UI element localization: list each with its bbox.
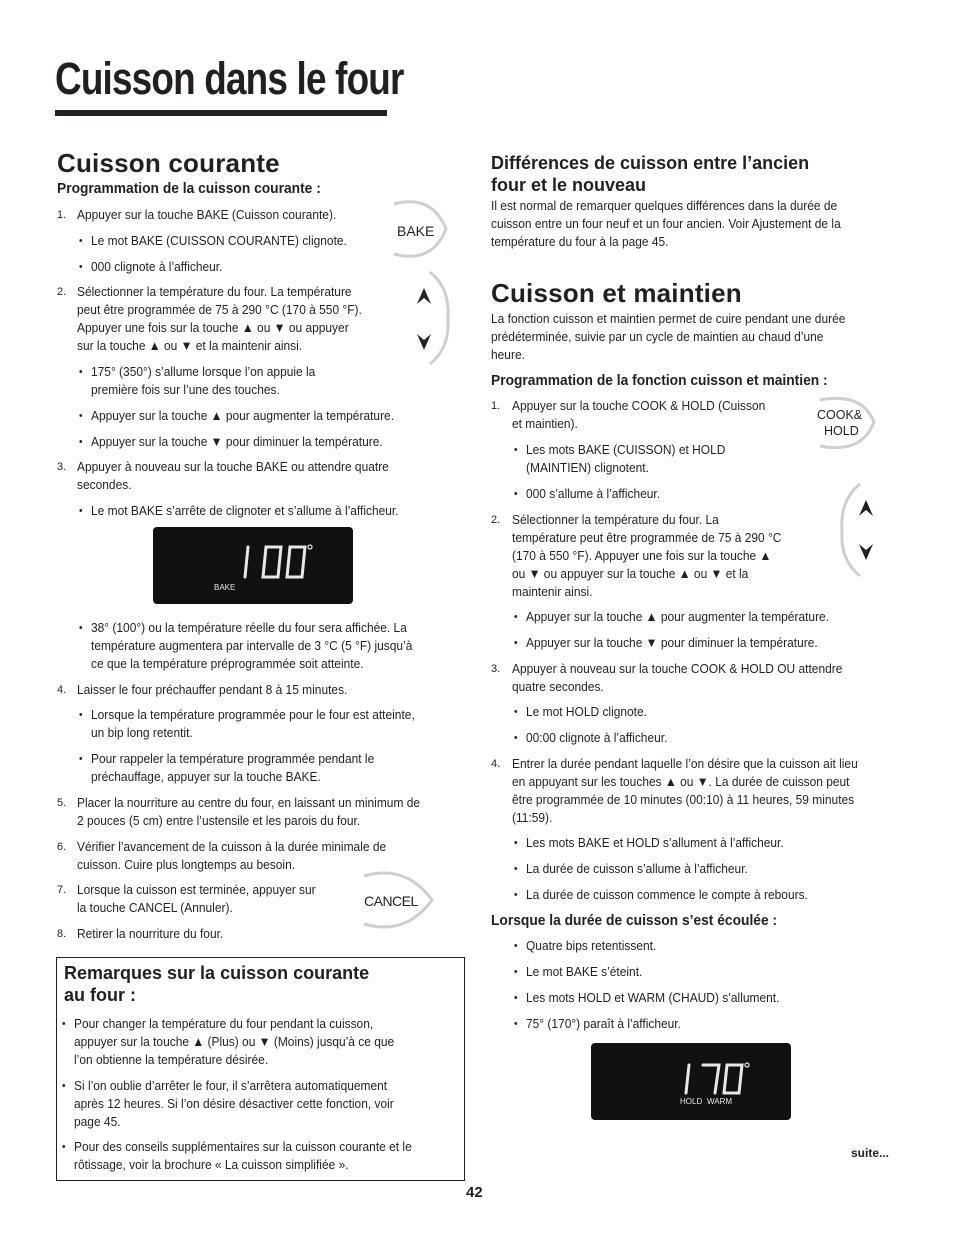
step-text: Retirer la nourriture du four.	[77, 926, 224, 941]
step-number: 2.	[57, 286, 67, 298]
subheading-elapsed: Lorsque la durée de cuisson s’est écoulée :	[491, 912, 778, 929]
step-number: 2.	[491, 514, 501, 526]
bullet-text: • Pour rappeler la température programmée pendant le préchauffage, appuyer sur la touche BAKE.	[91, 750, 374, 786]
step-number: 3.	[57, 461, 67, 473]
step-text: Placer la nourriture au centre du four, en laissant un minimum de 2 pouces (5 cm) entre l’ustensile et les parois du four.	[77, 795, 421, 828]
bullet-text: • Le mot BAKE s’éteint.	[526, 963, 642, 981]
bullet-text: • Appuyer sur la touche ▲ pour augmenter la température.	[526, 608, 829, 626]
step-text: Appuyer à nouveau sur la touche BAKE ou attendre quatre secondes.	[77, 459, 389, 492]
bullet-text: • Lorsque la température programmée pour le four est atteinte, un bip long retentit.	[91, 706, 415, 742]
bullet-text: • 75° (170°) paraît à l’afficheur.	[526, 1015, 681, 1033]
subheading-programmation-maintien: Programmation de la fonction cuisson et maintien :	[491, 372, 828, 389]
step-text: Appuyer sur la touche COOK & HOLD (Cuisson et maintien).	[512, 398, 766, 431]
step-number: 5.	[57, 797, 67, 809]
page-number: 42	[466, 1184, 483, 1201]
bullet-text: • 175° (350°) s’allume lorsque l’on appuie la première fois sur l’une des touches.	[91, 363, 315, 399]
continued-label: suite...	[851, 1146, 890, 1160]
step-text: Appuyer sur la touche BAKE (Cuisson courante).	[77, 207, 337, 222]
step-text: Vérifier l’avancement de la cuisson à la durée minimale de cuisson. Cuire plus longtemps au besoin.	[77, 839, 387, 872]
step-text: Laisser le four préchauffer pendant 8 à 15 minutes.	[77, 682, 348, 697]
up-arrow-icon	[417, 288, 431, 304]
bullet-text: • La durée de cuisson s’allume à l’afficheur.	[526, 860, 748, 878]
step-text: Sélectionner la température du four. La température peut être programmée de 75 à 290 °C (170 à 550 °F). Appuyer une fois sur la touche ▲ ou ▼ ou appuyer sur la touche ▲ ou ▼ et la maintenir ainsi.	[77, 284, 362, 353]
step-number: 1.	[57, 209, 67, 221]
subheading-programmation: Programmation de la cuisson courante :	[57, 180, 321, 197]
paragraph: La fonction cuisson et maintien permet de cuire pendant une durée prédéterminée, suivie par un cycle de maintien au chaud d’une heure.	[491, 311, 846, 362]
oven-display-100	[153, 514, 353, 604]
bullet-text: • Quatre bips retentissent.	[526, 937, 656, 955]
step-number: 4.	[57, 684, 67, 696]
step-text: Appuyer à nouveau sur la touche COOK & HOLD OU attendre quatre secondes.	[512, 661, 843, 694]
step-number: 3.	[491, 663, 501, 675]
up-down-keys[interactable]	[840, 480, 890, 580]
bullet-text: • 38° (100°) ou la température réelle du four sera affichée. La température augmentera par intervalle de 3 °C (5 °F) jusqu’à ce que la température préprogrammée soit atteinte.	[91, 619, 412, 673]
cook-hold-label-1: COOK&	[817, 408, 863, 422]
bullet-text: • La durée de cuisson commence le compte à rebours.	[526, 886, 808, 904]
step-text: Entrer la durée pendant laquelle l’on désire que la cuisson ait lieu en appuyant sur les touches ▲ ou ▼. La durée de cuisson peut être programmée de 10 minutes (00:10) à 11 heures, 59 minutes (11:59).	[512, 756, 858, 825]
bullet-text: • Les mots HOLD et WARM (CHAUD) s’allument.	[526, 989, 779, 1007]
cancel-key-label: CANCEL	[364, 893, 418, 909]
note-text: • Si l’on oublie d’arrêter le four, il s’arrêtera automatiquement après 12 heures. Si l’on désire désactiver cette fonction, voir page 45.	[74, 1077, 394, 1131]
heading-differences: Différences de cuisson entre l’ancien four et le nouveau	[491, 153, 810, 195]
bullet-text: • 000 s’allume à l’afficheur.	[526, 485, 660, 503]
display-label-bake: BAKE	[214, 583, 236, 592]
down-arrow-icon	[417, 334, 431, 350]
cook-hold-label-2: HOLD	[824, 424, 859, 438]
step-number: 8.	[57, 928, 67, 940]
bullet-text: • Appuyer sur la touche ▼ pour diminuer la température.	[526, 634, 818, 652]
heading-cuisson-maintien: Cuisson et maintien	[491, 278, 742, 308]
up-down-keys[interactable]	[400, 268, 450, 368]
step-text: Sélectionner la température du four. La température peut être programmée de 75 à 290 °C (170 à 550 °F). Appuyer une fois sur la touche ▲ ou ▼ ou appuyer sur la touche ▲ ou ▼ et la maintenir ainsi.	[512, 512, 782, 599]
bullet-text: • Les mots BAKE et HOLD s’allument à l’afficheur.	[526, 834, 784, 852]
display-digits: 170	[591, 1030, 618, 1047]
page-title: Cuisson dans le four	[55, 53, 404, 104]
step-number: 4.	[491, 758, 501, 770]
paragraph: Il est normal de remarquer quelques différences dans la durée de cuisson entre un four neuf et un four ancien. Voir Ajustement de la température du four à la page 45.	[491, 198, 841, 249]
bullet-text: • Appuyer sur la touche ▲ pour augmenter la température.	[91, 407, 394, 425]
display-label-hold: HOLD	[680, 1097, 703, 1106]
bullet-text: • 00:00 clignote à l’afficheur.	[526, 729, 667, 747]
bullet-text: • 000 clignote à l’afficheur.	[91, 258, 222, 276]
step-text: Lorsque la cuisson est terminée, appuyer sur la touche CANCEL (Annuler).	[77, 882, 316, 915]
note-text: • Pour changer la température du four pendant la cuisson, appuyer sur la touche ▲ (Plus) ou ▼ (Moins) jusqu’à ce que l’on obtienne la température désirée.	[74, 1015, 394, 1069]
bullet-text: • Le mot BAKE (CUISSON COURANTE) clignote.	[91, 232, 347, 250]
oven-display-170	[591, 1030, 791, 1120]
bullet-text: • Les mots BAKE (CUISSON) et HOLD (MAINTIEN) clignotent.	[526, 441, 725, 477]
step-number: 6.	[57, 841, 67, 853]
up-arrow-icon	[859, 500, 873, 516]
bake-key-label: BAKE	[397, 223, 435, 239]
display-digits: 100	[153, 514, 180, 531]
bake-key[interactable]	[380, 196, 450, 262]
notes-heading: Remarques sur la cuisson courante au four :	[64, 963, 370, 1005]
down-arrow-icon	[859, 544, 873, 560]
step-number: 1.	[491, 400, 501, 412]
cook-hold-key[interactable]	[808, 394, 880, 452]
bullet-text: • Le mot BAKE s’arrête de clignoter et s’allume à l’afficheur.	[91, 502, 399, 520]
note-text: • Pour des conseils supplémentaires sur la cuisson courante et le rôtissage, voir la brochure « La cuisson simplifiée ».	[74, 1138, 412, 1174]
title-underline	[55, 110, 387, 116]
step-number: 7.	[57, 884, 67, 896]
cancel-key[interactable]	[358, 866, 438, 934]
bullet-text: • Le mot HOLD clignote.	[526, 703, 647, 721]
display-label-warm: WARM	[707, 1097, 733, 1106]
heading-cuisson-courante: Cuisson courante	[57, 148, 280, 178]
bullet-text: • Appuyer sur la touche ▼ pour diminuer la température.	[91, 433, 383, 451]
